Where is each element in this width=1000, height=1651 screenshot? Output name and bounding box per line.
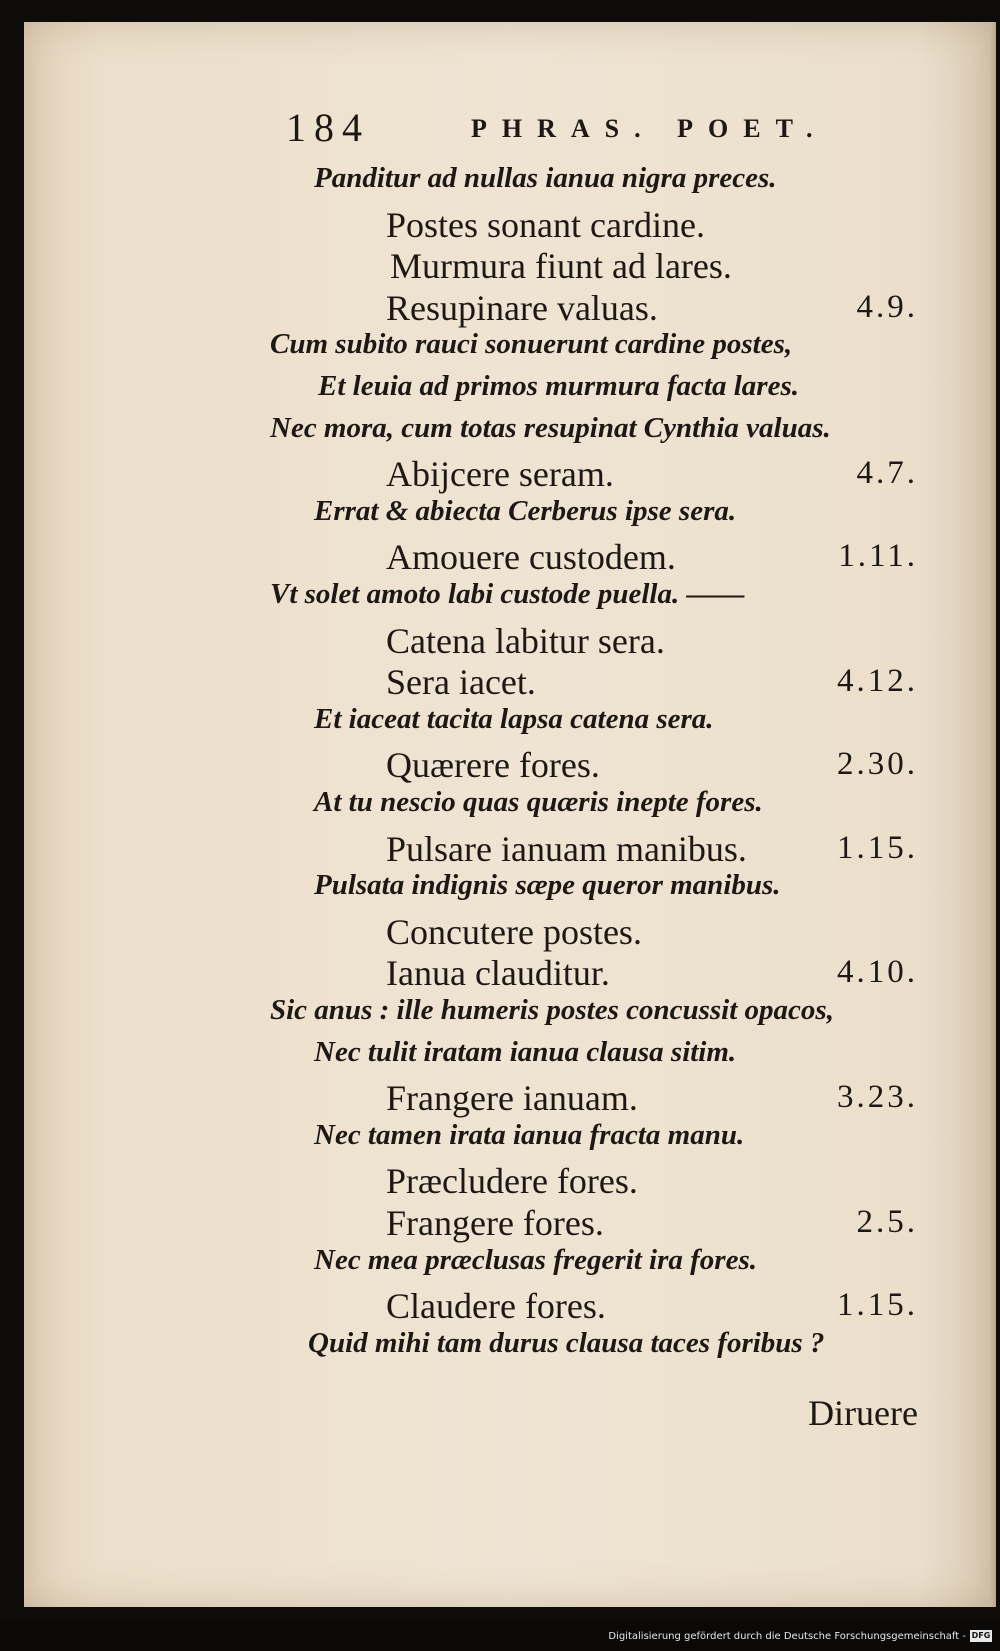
verse-quote-line: Et iaceat tacita lapsa catena sera. — [314, 702, 714, 735]
verse-quote-line: Quid mihi tam durus clausa taces foribus ? — [308, 1326, 825, 1359]
phrase-line: Concutere postes. — [386, 911, 642, 952]
reference-number: 4.7. — [856, 455, 918, 492]
page-edge — [990, 22, 996, 1607]
phrase-line: Catena labitur sera. — [386, 620, 665, 661]
reference-number: 1.15. — [837, 1287, 918, 1324]
phrase-line: Quærere fores. — [386, 745, 600, 786]
verse-quote-line: Errat & abiecta Cerberus ipse sera. — [314, 494, 737, 527]
page-number: 184 — [286, 105, 370, 150]
verse-quote-line: Vt solet amoto labi custode puella. —— — [270, 578, 745, 610]
reference-number: 2.30. — [837, 746, 918, 783]
phrase-line: Frangere fores. — [386, 1203, 604, 1243]
verse-quote-line: Et leuia ad primos murmura facta lares. — [318, 370, 799, 402]
verse-quote-line: Cum subito rauci sonuerunt cardine postes, — [270, 328, 793, 361]
phrase-line: Claudere fores. — [386, 1286, 606, 1327]
reference-number: 4.10. — [837, 954, 918, 991]
reference-number: 1.15. — [837, 829, 918, 866]
verse-quote-line: Sic anus : ille humeris postes concussit opacos, — [270, 994, 834, 1026]
verse-quote-line: Nec mora, cum totas resupinat Cynthia valuas. — [270, 411, 831, 444]
phrase-line: Sera iacet. — [386, 662, 536, 703]
dfg-logo: DFG — [971, 1631, 991, 1640]
reference-number: 3.23. — [837, 1079, 918, 1116]
running-title: PHRAS. POET. — [471, 114, 828, 143]
verse-quote-line: Nec tulit iratam ianua clausa sitim. — [314, 1035, 737, 1068]
catchword: Diruere — [808, 1393, 918, 1433]
phrase-line: Præcludere fores. — [386, 1161, 638, 1202]
phrase-line: Pulsare ianuam manibus. — [386, 828, 747, 869]
phrase-line: Murmura fiunt ad lares. — [390, 246, 732, 287]
funding-credit: Digitalisierung gefördert durch die Deutsche Forschungsgemeinschaft - — [608, 1631, 966, 1642]
phrase-line: Resupinare valuas. — [386, 287, 658, 328]
verse-quote-line: Panditur ad nullas ianua nigra preces. — [314, 162, 777, 194]
reference-number: 4.12. — [837, 663, 918, 700]
phrase-line: Amouere custodem. — [386, 537, 676, 578]
phrase-line: Frangere ianuam. — [386, 1078, 638, 1119]
page-header — [286, 104, 856, 156]
verse-quote-line: Pulsata indignis sæpe queror manibus. — [314, 869, 781, 902]
reference-number: 4.9. — [856, 288, 918, 325]
verse-quote-line: Nec tamen irata ianua fracta manu. — [314, 1118, 745, 1151]
phrase-line: Ianua clauditur. — [386, 953, 610, 994]
phrase-line: Abijcere seram. — [386, 454, 614, 495]
reference-number: 1.11. — [838, 538, 918, 575]
phrase-line: Postes sonant cardine. — [386, 204, 705, 245]
verse-quote-line: At tu nescio quas quæris inepte fores. — [314, 786, 763, 818]
verse-quote-line: Nec mea præclusas fregerit ira fores. — [314, 1243, 758, 1276]
footer-bar — [0, 1621, 1000, 1651]
reference-number: 2.5. — [856, 1204, 918, 1240]
book-page — [24, 22, 996, 1607]
